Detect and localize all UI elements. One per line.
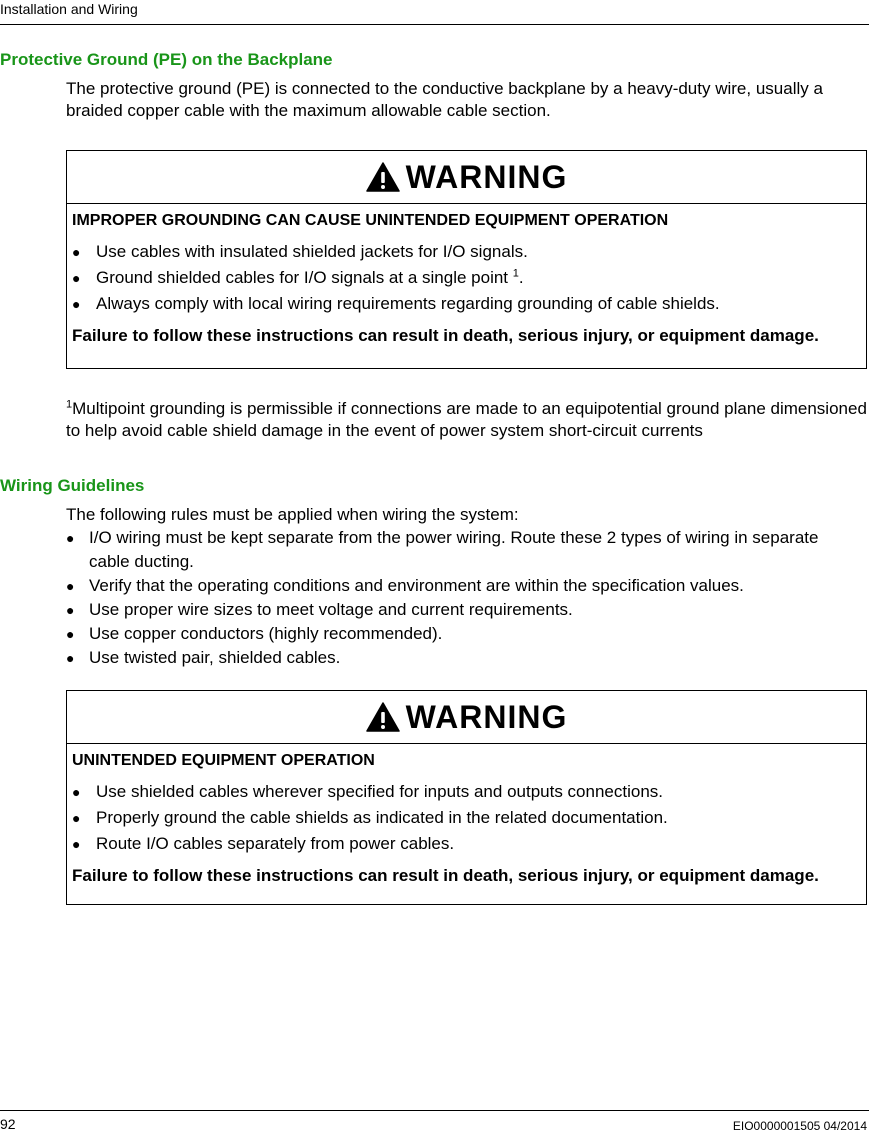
warning-box-grounding: [66, 150, 867, 369]
wiring-rules-list: [66, 526, 846, 670]
warning-body: [67, 744, 866, 887]
protective-ground-intro: The protective ground (PE) is connected to the conductive backplane by a heavy-duty wire, usually a braided copper cable with the maximum allowable cable section.: [66, 79, 823, 120]
warning-body: [67, 204, 866, 347]
section-heading-wiring-guidelines: Wiring Guidelines: [0, 476, 145, 495]
bullet-icon: ●: [66, 626, 75, 642]
list-item: ● Always comply with local wiring requirements regarding grounding of cable shields.: [72, 291, 861, 317]
list-item: ● Use copper conductors (highly recommended).: [66, 622, 846, 646]
list-item: ● Verify that the operating conditions and environment are within the specification values.: [66, 574, 846, 598]
list-item: ● I/O wiring must be kept separate from the power wiring. Route these 2 types of wiring in separate cable ducting.: [66, 528, 819, 571]
warning-hazard-statement: IMPROPER GROUNDING CAN CAUSE UNINTENDED EQUIPMENT OPERATION: [72, 212, 669, 229]
warning-hazard-statement: UNINTENDED EQUIPMENT OPERATION: [72, 752, 375, 769]
list-item: ● Use cables with insulated shielded jackets for I/O signals.: [72, 239, 861, 265]
bullet-icon: ●: [72, 810, 81, 826]
bullet-icon: ●: [66, 530, 75, 546]
bullet-icon: ●: [66, 650, 75, 666]
warning-signal-word: WARNING: [405, 699, 568, 735]
list-item: ● Use proper wire sizes to meet voltage and current requirements.: [66, 598, 846, 622]
page-number: 92: [0, 1116, 16, 1132]
bullet-icon: ●: [66, 578, 75, 594]
warning-triangle-icon: [366, 702, 400, 732]
footnote-reference: 1: [512, 267, 519, 280]
warning-instructions: [72, 779, 861, 857]
warning-instructions: [72, 239, 861, 317]
document-reference: EIO0000001505 04/2014: [732, 1119, 867, 1133]
list-item: ● Use shielded cables wherever specified for inputs and outputs connections.: [72, 779, 861, 805]
list-item: ● Properly ground the cable shields as indicated in the related documentation.: [72, 805, 861, 831]
warning-signal-word: WARNING: [405, 159, 568, 195]
warning-header: [67, 151, 866, 204]
bullet-icon: ●: [72, 244, 81, 260]
footer-rule: [0, 1110, 869, 1111]
warning-triangle-icon: [366, 162, 400, 192]
bullet-icon: ●: [72, 270, 81, 286]
wiring-guidelines-intro: The following rules must be applied when wiring the system:: [66, 505, 519, 524]
list-item: ● Use twisted pair, shielded cables.: [66, 646, 846, 670]
list-item: ● Ground shielded cables for I/O signals at a single point $^1$.: [72, 265, 861, 291]
header-rule: [0, 24, 869, 25]
warning-consequence: Failure to follow these instructions can result in death, serious injury, or equipment damage.: [72, 866, 819, 885]
footnote: $^1$Multipoint grounding is permissible if connections are made to an equipotential ground plane dimensioned to help avoid cable shield damage in the event of power system short-circuit currents: [66, 398, 867, 440]
running-header: Installation and Wiring: [0, 1, 138, 17]
warning-header: [67, 691, 866, 744]
warning-consequence: Failure to follow these instructions can result in death, serious injury, or equipment damage.: [72, 326, 819, 345]
bullet-icon: ●: [72, 836, 81, 852]
section-heading-protective-ground: Protective Ground (PE) on the Backplane: [0, 50, 333, 69]
bullet-icon: ●: [66, 602, 75, 618]
warning-box-wiring: [66, 690, 867, 905]
bullet-icon: ●: [72, 296, 81, 312]
bullet-icon: ●: [72, 784, 81, 800]
list-item: ● Route I/O cables separately from power cables.: [72, 831, 861, 857]
footnote-marker: 1: [66, 398, 73, 411]
